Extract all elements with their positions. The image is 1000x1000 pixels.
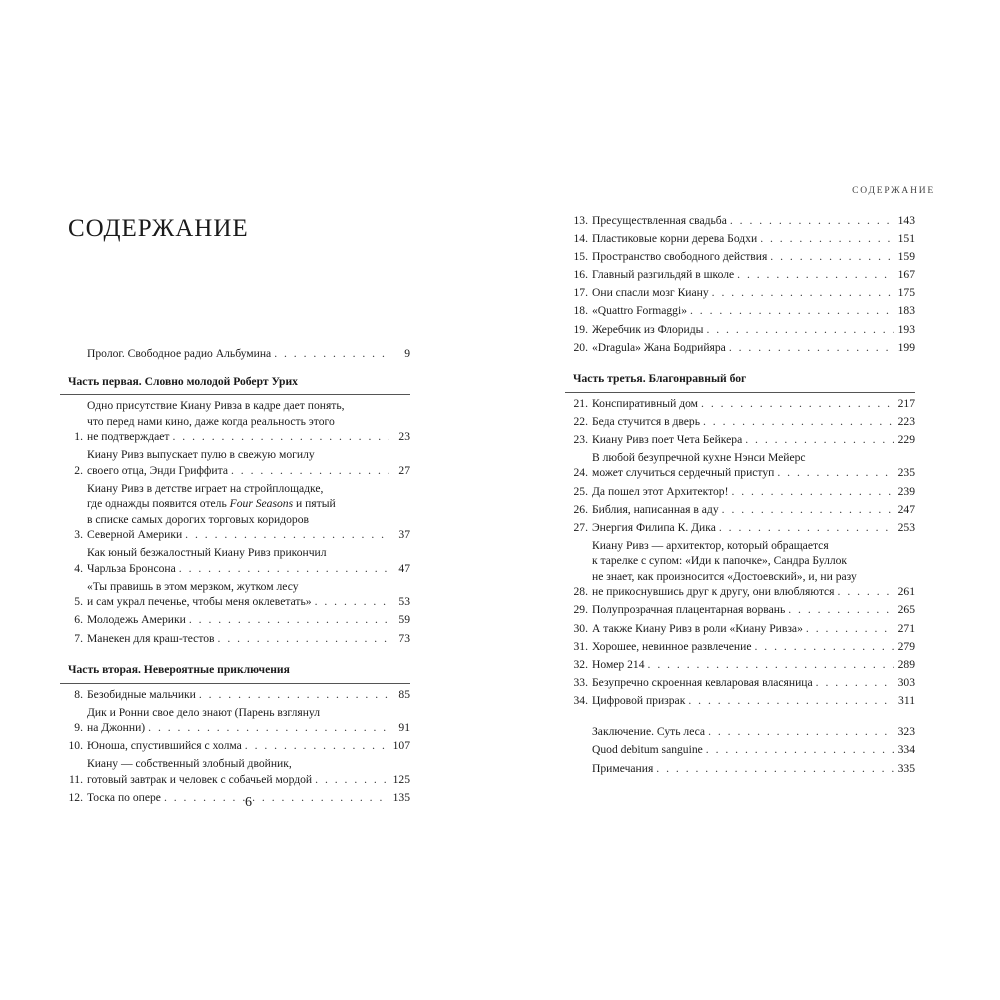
entry-last-line <box>592 502 915 518</box>
dot-leader <box>218 631 389 647</box>
toc-entry <box>565 340 915 356</box>
entry-number: 15. <box>573 250 588 264</box>
entry-page: 9 <box>404 347 410 360</box>
entry-page: 193 <box>897 322 915 336</box>
entry-title: Тоска по опере <box>87 790 161 804</box>
entry-title: «Quattro Formaggi» <box>592 304 687 318</box>
entry-number: 28. <box>573 585 588 599</box>
toc-entry <box>565 675 915 691</box>
entry-number: 29. <box>573 603 588 617</box>
entry-last-line <box>87 612 410 628</box>
entry-number: 24. <box>573 466 588 480</box>
entry-body <box>588 285 915 301</box>
entry-number: 19. <box>573 322 588 336</box>
entry-title: не подтверждает <box>87 430 170 443</box>
entry-page: 247 <box>897 502 915 516</box>
entry-body <box>588 502 915 518</box>
entry-last-line <box>87 527 410 543</box>
dot-leader <box>706 742 894 758</box>
dot-leader <box>688 693 894 709</box>
entry-page: 235 <box>897 466 915 480</box>
toc-entry <box>60 705 410 736</box>
entry-number: 21. <box>573 396 588 410</box>
entry-title: Молодежь Америки <box>87 613 186 627</box>
entry-last-line <box>87 429 410 445</box>
dot-leader <box>701 396 894 412</box>
table-of-contents-left <box>60 346 410 808</box>
toc-entry <box>60 612 410 628</box>
entry-page: 151 <box>897 232 915 246</box>
entry-title: может случиться сердечный приступ <box>592 466 775 480</box>
entry-line: Киану — собственный злобный двойник, <box>87 757 292 771</box>
page-title: СОДЕРЖАНИЕ <box>68 215 249 242</box>
entry-body <box>588 322 915 338</box>
dot-leader <box>656 761 894 777</box>
toc-entry <box>565 724 915 740</box>
entry-body <box>588 675 915 691</box>
entry-number: 22. <box>573 414 588 428</box>
entry-last-line <box>592 432 915 448</box>
entry-number: 23. <box>573 432 588 446</box>
entry-number: 30. <box>573 621 588 635</box>
entry-body <box>83 398 410 445</box>
entry-page: 27 <box>398 463 410 477</box>
dot-leader <box>816 675 894 691</box>
entry-title: Пролог. Свободное радио Альбумина <box>87 347 272 360</box>
dot-leader <box>648 657 894 673</box>
dot-leader <box>770 249 894 265</box>
dot-leader <box>788 602 894 618</box>
toc-entry <box>60 398 410 445</box>
entry-last-line <box>87 561 410 577</box>
dot-leader <box>315 772 389 788</box>
entry-last-line <box>592 675 915 691</box>
dot-leader <box>719 520 894 536</box>
entry-page: 85 <box>398 687 410 701</box>
entry-page: 303 <box>897 675 915 689</box>
entry-last-line <box>592 602 915 618</box>
dot-leader <box>148 720 389 736</box>
entry-body <box>588 520 915 536</box>
toc-entry <box>60 481 410 543</box>
entry-body <box>588 602 915 618</box>
entry-body <box>83 481 410 543</box>
dot-leader <box>731 484 894 500</box>
entry-page: 23 <box>398 430 410 443</box>
entry-line: где однажды появится отель Four Seasons и пятый <box>87 497 336 511</box>
entry-number: 25. <box>573 484 588 498</box>
entry-body <box>588 249 915 265</box>
entry-title: Чарльза Бронсона <box>87 561 176 575</box>
entry-body <box>60 346 410 362</box>
entry-title: Примечания <box>592 761 654 775</box>
entry-number: 2. <box>74 463 83 477</box>
entry-last-line <box>592 322 915 338</box>
entry-body <box>588 432 915 448</box>
toc-entry <box>565 303 915 319</box>
toc-entry <box>565 621 915 637</box>
entry-title: Библия, написанная в аду <box>592 502 719 516</box>
entry-page: 289 <box>897 657 915 671</box>
entry-last-line <box>592 249 915 265</box>
entry-page: 53 <box>398 595 410 609</box>
page-number: 6 <box>245 795 252 810</box>
entry-body <box>588 396 915 412</box>
dot-leader <box>838 584 894 600</box>
entry-title: готовый завтрак и человек с собачьей мордой <box>87 772 313 786</box>
entry-title: Манекен для краш-тестов <box>87 631 215 645</box>
entry-line: Киану Ривз в детстве играет на стройплощадке, <box>87 481 324 495</box>
entry-title: «Dragula» Жана Бодрийяра <box>592 340 726 354</box>
entry-page: 271 <box>897 621 915 635</box>
entry-body <box>588 340 915 356</box>
entry-last-line <box>592 303 915 319</box>
entry-body <box>588 538 915 600</box>
entry-line: Киану Ривз — архитектор, который обращается <box>592 538 829 552</box>
entry-line: «Ты правишь в этом мерзком, жутком лесу <box>87 579 299 593</box>
entry-title: не прикоснувшись друг к другу, они влюбляются <box>592 585 835 599</box>
entry-body <box>83 612 410 628</box>
entry-last-line <box>592 724 915 740</box>
entry-title: Цифровой призрак <box>592 693 686 707</box>
entry-number: 9. <box>74 721 83 735</box>
toc-entry <box>565 322 915 338</box>
entry-title: Энергия Филипа К. Дика <box>592 520 716 534</box>
entry-page: 175 <box>897 286 915 300</box>
entry-body <box>83 756 410 787</box>
entry-page: 311 <box>898 693 915 707</box>
entry-number: 16. <box>573 268 588 282</box>
entry-line: что перед нами кино, даже когда реальность этого <box>87 414 335 428</box>
entry-last-line <box>592 520 915 536</box>
toc-entry <box>565 538 915 600</box>
entry-body <box>588 231 915 247</box>
toc-entry <box>565 761 915 777</box>
entry-line: Дик и Ронни свое дело знают (Парень взглянул <box>87 705 320 719</box>
entry-body <box>83 687 410 703</box>
dot-leader <box>315 594 389 610</box>
entry-page: 199 <box>897 340 915 354</box>
entry-last-line <box>592 285 915 301</box>
entry-last-line <box>592 693 915 709</box>
entry-number: 7. <box>74 631 83 645</box>
entry-number: 5. <box>74 595 83 609</box>
toc-entry <box>565 602 915 618</box>
part-divider <box>565 392 915 393</box>
toc-entry <box>60 738 410 754</box>
entry-page: 143 <box>897 214 915 227</box>
entry-last-line <box>592 639 915 655</box>
entry-page: 73 <box>398 631 410 645</box>
dot-leader <box>231 463 389 479</box>
toc-entry <box>565 742 915 758</box>
entry-last-line <box>87 720 410 736</box>
entry-title: Да пошел этот Архитектор! <box>592 484 729 498</box>
toc-entry <box>60 545 410 576</box>
entry-title: Жеребчик из Флориды <box>592 322 704 336</box>
entry-page: 223 <box>897 414 915 428</box>
toc-entry <box>60 631 410 647</box>
dot-leader <box>755 639 895 655</box>
entry-body <box>588 213 915 229</box>
entry-line: Одно присутствие Киану Ривза в кадре дает понять, <box>87 399 345 412</box>
entry-number: 32. <box>573 657 588 671</box>
entry-last-line <box>87 463 410 479</box>
entry-title: Северной Америки <box>87 528 183 542</box>
dot-leader <box>690 303 894 319</box>
entry-body <box>588 693 915 709</box>
toc-entry <box>60 756 410 787</box>
entry-last-line <box>87 738 410 754</box>
entry-title: Безупречно скроенная кевларовая власяница <box>592 675 813 689</box>
toc-entry <box>565 693 915 709</box>
toc-entry <box>565 502 915 518</box>
dot-leader <box>745 432 894 448</box>
entry-number: 11. <box>68 772 83 786</box>
toc-entry <box>565 432 915 448</box>
part-heading: Часть третья. Благонравный бог <box>573 372 747 386</box>
entry-number: 27. <box>573 520 588 534</box>
toc-entry <box>565 484 915 500</box>
entry-number: 3. <box>74 528 83 542</box>
entry-number: 4. <box>74 561 83 575</box>
entry-title: Пластиковые корни дерева Бодхи <box>592 232 758 246</box>
toc-entry <box>565 249 915 265</box>
entry-last-line <box>592 484 915 500</box>
toc-entry <box>60 579 410 610</box>
entry-last-line <box>592 621 915 637</box>
entry-line: в списке самых дорогих торговых коридоров <box>87 512 309 526</box>
toc-entry <box>565 520 915 536</box>
entry-body <box>565 724 915 740</box>
entry-last-line <box>592 465 915 481</box>
dot-leader <box>189 612 389 628</box>
entry-title: Главный разгильдяй в школе <box>592 268 735 282</box>
dot-leader <box>164 790 389 806</box>
entry-title: Конспиративный дом <box>592 396 699 410</box>
entry-body <box>83 545 410 576</box>
entry-page: 37 <box>398 528 410 542</box>
entry-body <box>83 447 410 478</box>
entry-last-line <box>592 396 915 412</box>
dot-leader <box>730 213 894 229</box>
entry-title: своего отца, Энди Гриффита <box>87 463 228 477</box>
entry-last-line <box>592 231 915 247</box>
dot-leader <box>760 231 894 247</box>
entry-body <box>83 705 410 736</box>
entry-line: Как юный безжалостный Киану Ривз прикончил <box>87 546 327 560</box>
dot-leader <box>185 527 389 543</box>
entry-last-line <box>592 267 915 283</box>
entry-page: 167 <box>897 268 915 282</box>
entry-line: Киану Ривз выпускает пулю в свежую могилу <box>87 448 315 462</box>
dot-leader <box>722 502 894 518</box>
entry-line: к тарелке с супом: «Иди к папочке», Сандра Буллок <box>592 554 848 568</box>
entry-last-line <box>87 594 410 610</box>
entry-last-line <box>87 631 410 647</box>
dot-leader <box>199 687 389 703</box>
entry-title: Киану Ривз поет Чета Бейкера <box>592 432 743 446</box>
dot-leader <box>703 414 894 430</box>
toc-entry <box>565 639 915 655</box>
part-heading: Часть первая. Словно молодой Роберт Урих <box>68 374 298 388</box>
entry-title: Хорошее, невинное развлечение <box>592 639 752 653</box>
toc-entry <box>60 346 410 362</box>
dot-leader <box>777 465 894 481</box>
entry-title: А также Киану Ривз в роли «Киану Ривза» <box>592 621 803 635</box>
entry-page: 47 <box>398 561 410 575</box>
toc-entry <box>565 267 915 283</box>
entry-last-line <box>592 340 915 356</box>
entry-body <box>588 657 915 673</box>
toc-entry <box>565 414 915 430</box>
toc-entry <box>565 396 915 412</box>
entry-number: 33. <box>573 675 588 689</box>
entry-page: 107 <box>392 739 410 753</box>
entry-page: 125 <box>392 772 410 786</box>
entry-page: 334 <box>897 743 915 757</box>
toc-entry <box>60 447 410 478</box>
entry-number: 1. <box>74 430 83 443</box>
dot-leader <box>245 738 389 754</box>
entry-last-line <box>592 414 915 430</box>
entry-number: 20. <box>573 340 588 354</box>
entry-body <box>565 742 915 758</box>
entry-line: В любой безупречной кухне Нэнси Мейерс <box>592 450 806 464</box>
entry-number: 31. <box>573 639 588 653</box>
entry-number: 13. <box>573 214 588 227</box>
dot-leader <box>737 267 894 283</box>
entry-body <box>83 579 410 610</box>
entry-last-line <box>87 687 410 703</box>
entry-page: 229 <box>897 432 915 446</box>
entry-body <box>565 761 915 777</box>
dot-leader <box>712 285 894 301</box>
entry-number: 6. <box>74 613 83 627</box>
entry-title: Пресуществленная свадьба <box>592 214 727 227</box>
part-divider <box>60 683 410 684</box>
entry-body <box>588 484 915 500</box>
entry-number: 17. <box>573 286 588 300</box>
dot-leader <box>708 724 894 740</box>
part-divider <box>60 394 410 395</box>
toc-entry <box>60 790 410 806</box>
entry-title: Заключение. Суть леса <box>592 725 706 739</box>
entry-title: и сам украл печенье, чтобы меня оклеветать» <box>87 595 312 609</box>
toc-entry <box>565 450 915 481</box>
entry-title: Безобидные мальчики <box>87 687 196 701</box>
entry-page: 239 <box>897 484 915 498</box>
toc-entry <box>565 285 915 301</box>
entry-body <box>588 303 915 319</box>
entry-title: Пространство свободного действия <box>592 250 768 264</box>
entry-page: 217 <box>897 396 915 410</box>
entry-last-line <box>592 742 915 758</box>
dot-leader <box>179 561 389 577</box>
entry-page: 323 <box>897 725 915 739</box>
entry-last-line <box>87 772 410 788</box>
entry-last-line <box>592 761 915 777</box>
dot-leader <box>806 621 894 637</box>
entry-number: 34. <box>573 693 588 707</box>
table-of-contents-right <box>565 213 915 779</box>
entry-title: Беда стучится в дверь <box>592 414 700 428</box>
entry-body <box>83 631 410 647</box>
entry-body <box>588 621 915 637</box>
entry-page: 265 <box>897 603 915 617</box>
entry-title: Quod debitum sanguine <box>592 743 703 757</box>
entry-number: 12. <box>68 790 83 804</box>
entry-number: 10. <box>68 739 83 753</box>
entry-number: 14. <box>573 232 588 246</box>
entry-page: 59 <box>398 613 410 627</box>
entry-last-line <box>87 346 410 362</box>
entry-title: Они спасли мозг Киану <box>592 286 709 300</box>
entry-page: 335 <box>897 761 915 775</box>
dot-leader <box>274 346 389 362</box>
entry-page: 183 <box>897 304 915 318</box>
entry-body <box>588 639 915 655</box>
running-head: СОДЕРЖАНИЕ <box>852 186 935 196</box>
entry-body <box>588 450 915 481</box>
entry-title: Номер 214 <box>592 657 645 671</box>
toc-entry <box>565 213 915 229</box>
dot-leader <box>706 322 894 338</box>
entry-body <box>588 267 915 283</box>
entry-number: 18. <box>573 304 588 318</box>
entry-page: 279 <box>897 639 915 653</box>
italic-title: Four Seasons <box>229 497 294 511</box>
entry-page: 135 <box>392 790 410 804</box>
part-heading: Часть вторая. Невероятные приключения <box>68 663 290 677</box>
entry-number: 8. <box>74 687 83 701</box>
entry-title: Полупрозрачная плацентарная ворвань <box>592 603 786 617</box>
dot-leader <box>173 429 390 445</box>
entry-page: 261 <box>897 585 915 599</box>
entry-body <box>83 738 410 754</box>
entry-title: Юноша, спустившийся с холма <box>87 739 242 753</box>
entry-line: не знает, как произносится «Достоевский», и, ни разу <box>592 569 857 583</box>
entry-page: 253 <box>897 520 915 534</box>
dot-leader <box>729 340 894 356</box>
entry-last-line <box>592 584 915 600</box>
entry-body <box>588 414 915 430</box>
entry-page: 159 <box>897 250 915 264</box>
entry-last-line <box>592 213 915 229</box>
toc-entry <box>565 657 915 673</box>
entry-title: на Джонни) <box>87 721 146 735</box>
entry-number: 26. <box>573 502 588 516</box>
toc-entry <box>565 231 915 247</box>
entry-last-line <box>592 657 915 673</box>
toc-entry <box>60 687 410 703</box>
entry-page: 91 <box>398 721 410 735</box>
